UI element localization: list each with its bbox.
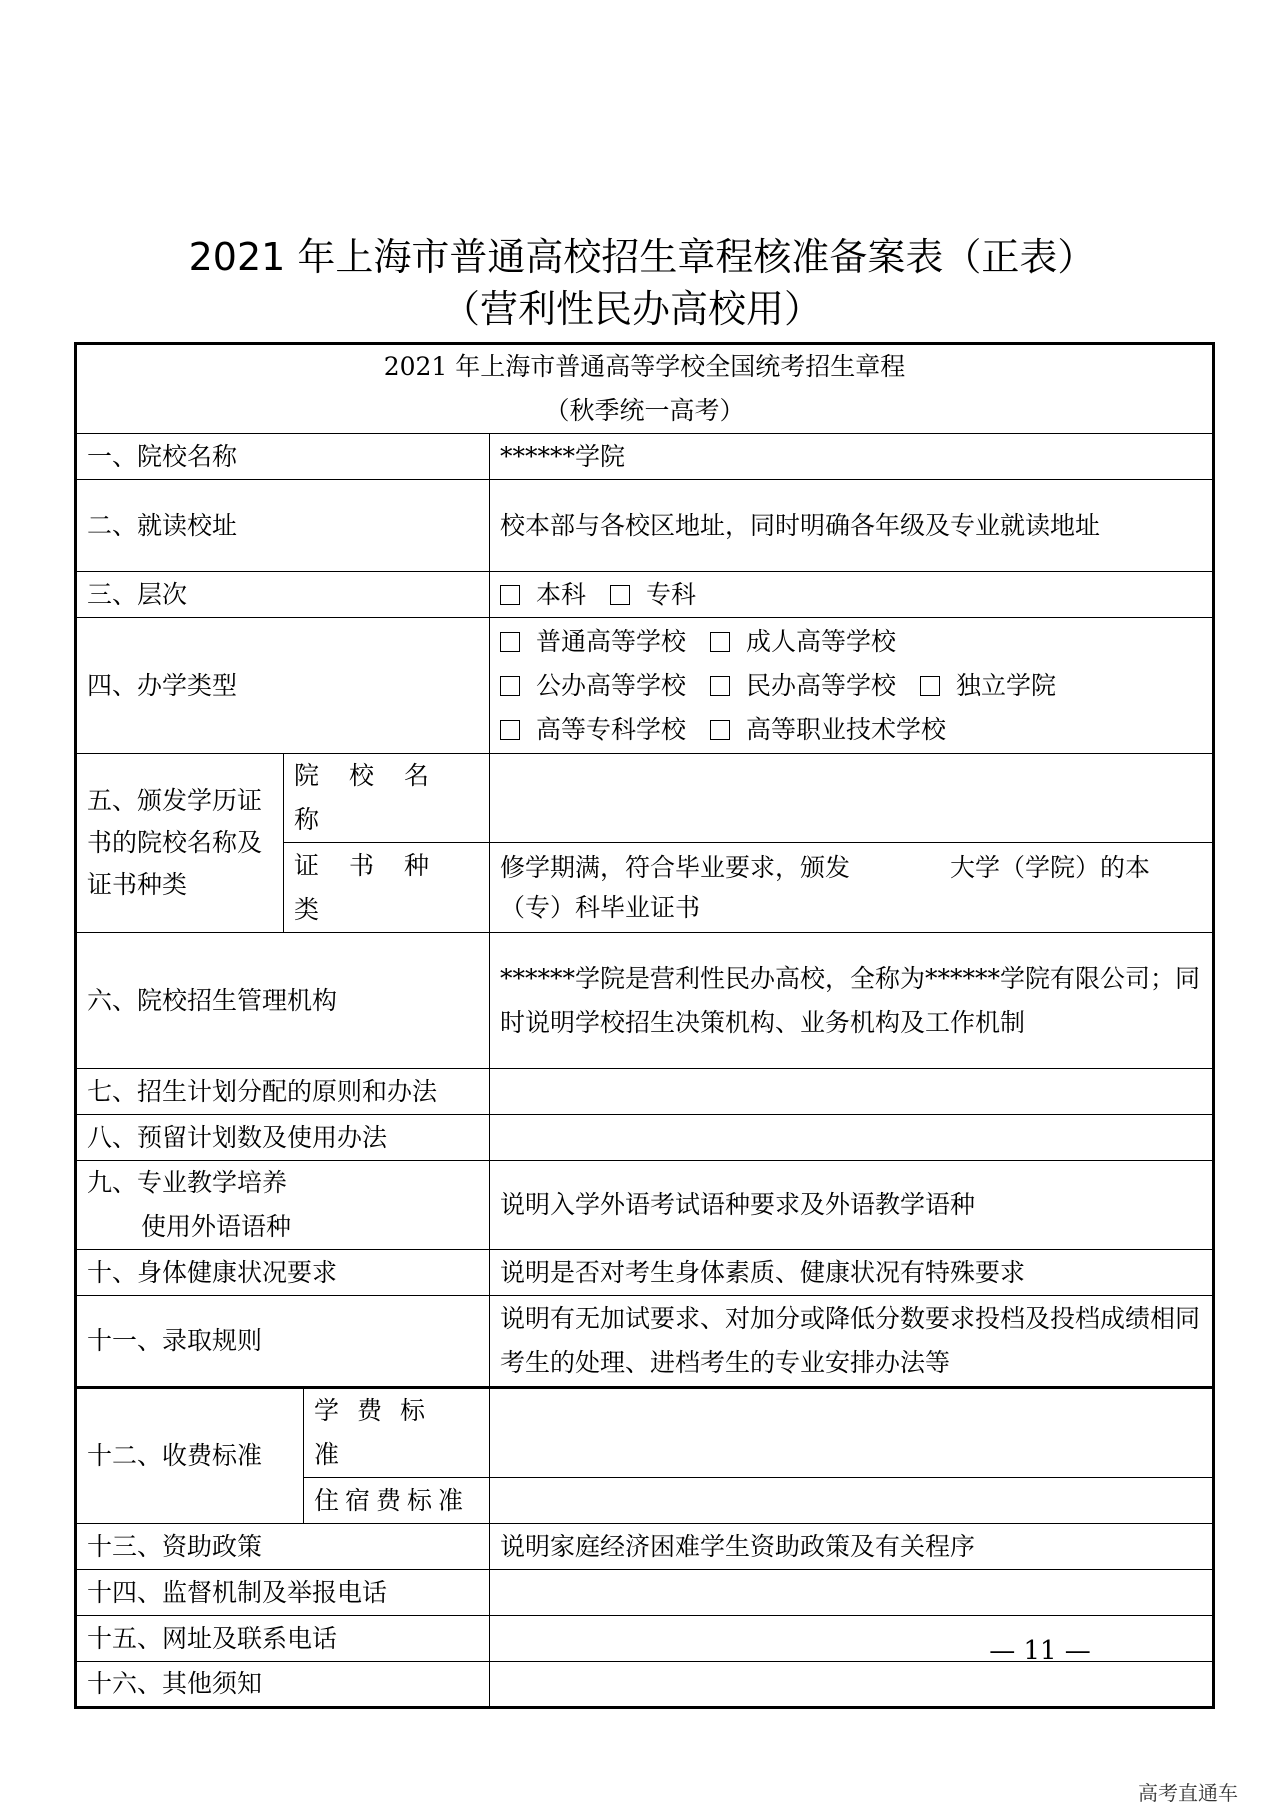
row-label-other-notes: 十六、其他须知 (76, 1662, 490, 1708)
checkbox-junior-college[interactable] (610, 585, 630, 605)
row-value-tuition (490, 1388, 1214, 1478)
table-row (76, 1662, 1214, 1708)
row-value-certificate-type (490, 843, 1214, 933)
option-higher-specialized-school: 高等专科学校 (536, 714, 687, 744)
option-independent-college: 独立学院 (955, 670, 1056, 700)
option-junior-college: 专科 (645, 579, 696, 609)
row-value-admissions-office: ******学院是营利性民办高校，全称为******学院有限公司；同时说明学校招生决策机构、业务机构及工作机制 (490, 933, 1214, 1069)
row-value-campus-address: 校本部与各校区地址，同时明确各年级及专业就读地址 (490, 480, 1214, 572)
table-row (76, 933, 1214, 1069)
sub-label-accommodation (304, 1478, 490, 1524)
row-label-website: 十五、网址及联系电话 (76, 1616, 490, 1662)
row-value-supervision (490, 1570, 1214, 1616)
row-value-school-type (490, 618, 1214, 754)
row-label-admissions-office: 六、院校招生管理机构 (76, 933, 490, 1069)
page-number: — 11 — (989, 1636, 1091, 1666)
row-value-issuing-school (490, 754, 1214, 843)
table-row (76, 1069, 1214, 1115)
row-label-admission-rules: 十一、录取规则 (76, 1296, 490, 1388)
row-value-level (490, 572, 1214, 618)
row-label-foreign-language-a: 九、专业教学培养 (87, 1168, 288, 1197)
row-value-admission-rules: 说明有无加试要求、对加分或降低分数要求投档及投档成绩相同考生的处理、进档考生的专业安排办法等 (490, 1296, 1214, 1388)
checkbox-adult-hei[interactable] (710, 632, 730, 652)
document-subtitle: （营利性民办高校用） (441, 287, 822, 331)
row-value-reserved-plan (490, 1115, 1214, 1161)
table-row (76, 1115, 1214, 1161)
certificate-text-a: 修学期满，符合毕业要求，颁发 (500, 852, 851, 882)
row-value-health: 说明是否对考生身体素质、健康状况有特殊要求 (490, 1250, 1214, 1296)
row-label-certificate: 五、颁发学历证书的院校名称及证书种类 (76, 754, 284, 933)
table-row (76, 618, 1214, 754)
sub-label-accommodation-text: 住宿费标准 (314, 1485, 470, 1515)
table-row (76, 1250, 1214, 1296)
sub-label-tuition-text: 学费标准 (314, 1396, 444, 1469)
row-label-campus-address: 二、就读校址 (76, 480, 490, 572)
sub-label-certificate-type (284, 843, 490, 933)
row-value-school-name: ******学院 (490, 434, 1214, 480)
row-value-accommodation (490, 1478, 1214, 1524)
row-label-supervision: 十四、监督机制及举报电话 (76, 1570, 490, 1616)
row-label-fees: 十二、收费标准 (76, 1388, 304, 1524)
checkbox-independent-college[interactable] (920, 676, 940, 696)
checkbox-public-hei[interactable] (500, 676, 520, 696)
checkbox-undergraduate[interactable] (500, 585, 520, 605)
table-row (76, 1570, 1214, 1616)
table-row (76, 1161, 1214, 1250)
checkbox-higher-specialized-school[interactable] (500, 720, 520, 740)
row-value-other-notes (490, 1662, 1214, 1708)
row-label-foreign-language (76, 1161, 490, 1250)
table-row (76, 1388, 1214, 1478)
checkbox-general-hei[interactable] (500, 632, 520, 652)
document-title: 2021 年上海市普通高校招生章程核准备案表（正表） (188, 235, 1096, 279)
table-header-line2: （秋季统一高考） (544, 396, 745, 425)
table-row (76, 1524, 1214, 1570)
row-label-foreign-language-b: 使用外语语种 (141, 1212, 292, 1241)
table-row (76, 572, 1214, 618)
table-header-line1: 2021 年上海市普通高等学校全国统考招生章程 (383, 352, 906, 381)
checkbox-private-hei[interactable] (710, 676, 730, 696)
table-header-row (76, 344, 1214, 434)
row-label-reserved-plan: 八、预留计划数及使用办法 (76, 1115, 490, 1161)
row-label-plan-allocation: 七、招生计划分配的原则和办法 (76, 1069, 490, 1115)
table-row (76, 480, 1214, 572)
option-private-hei: 民办高等学校 (745, 670, 896, 700)
row-label-school-name: 一、院校名称 (76, 434, 490, 480)
sub-label-tuition (304, 1388, 490, 1478)
option-public-hei: 公办高等学校 (536, 670, 687, 700)
certificate-text-b: 大学（学院）的本（专）科毕业证书 (500, 852, 1151, 922)
checkbox-higher-vocational-school[interactable] (710, 720, 730, 740)
sub-label-certificate-type-text: 证书种类 (294, 850, 460, 924)
option-adult-hei: 成人高等学校 (745, 626, 896, 656)
option-undergraduate: 本科 (536, 579, 587, 609)
sub-label-issuing-school-text: 院校名称 (294, 761, 460, 834)
row-value-foreign-language: 说明入学外语考试语种要求及外语教学语种 (490, 1161, 1214, 1250)
sub-label-issuing-school (284, 754, 490, 843)
row-label-health: 十、身体健康状况要求 (76, 1250, 490, 1296)
watermark: 高考直通车 (1138, 1781, 1238, 1805)
table-row (76, 434, 1214, 480)
table-header (76, 344, 1214, 434)
filing-form-table (74, 342, 1215, 1709)
table-row (76, 754, 1214, 843)
option-general-hei: 普通高等学校 (536, 626, 687, 656)
row-value-financial-aid: 说明家庭经济困难学生资助政策及有关程序 (490, 1524, 1214, 1570)
table-row (76, 1296, 1214, 1388)
row-label-school-type: 四、办学类型 (76, 618, 490, 754)
row-value-plan-allocation (490, 1069, 1214, 1115)
row-label-level: 三、层次 (76, 572, 490, 618)
row-label-financial-aid: 十三、资助政策 (76, 1524, 490, 1570)
option-higher-vocational-school: 高等职业技术学校 (745, 714, 946, 744)
